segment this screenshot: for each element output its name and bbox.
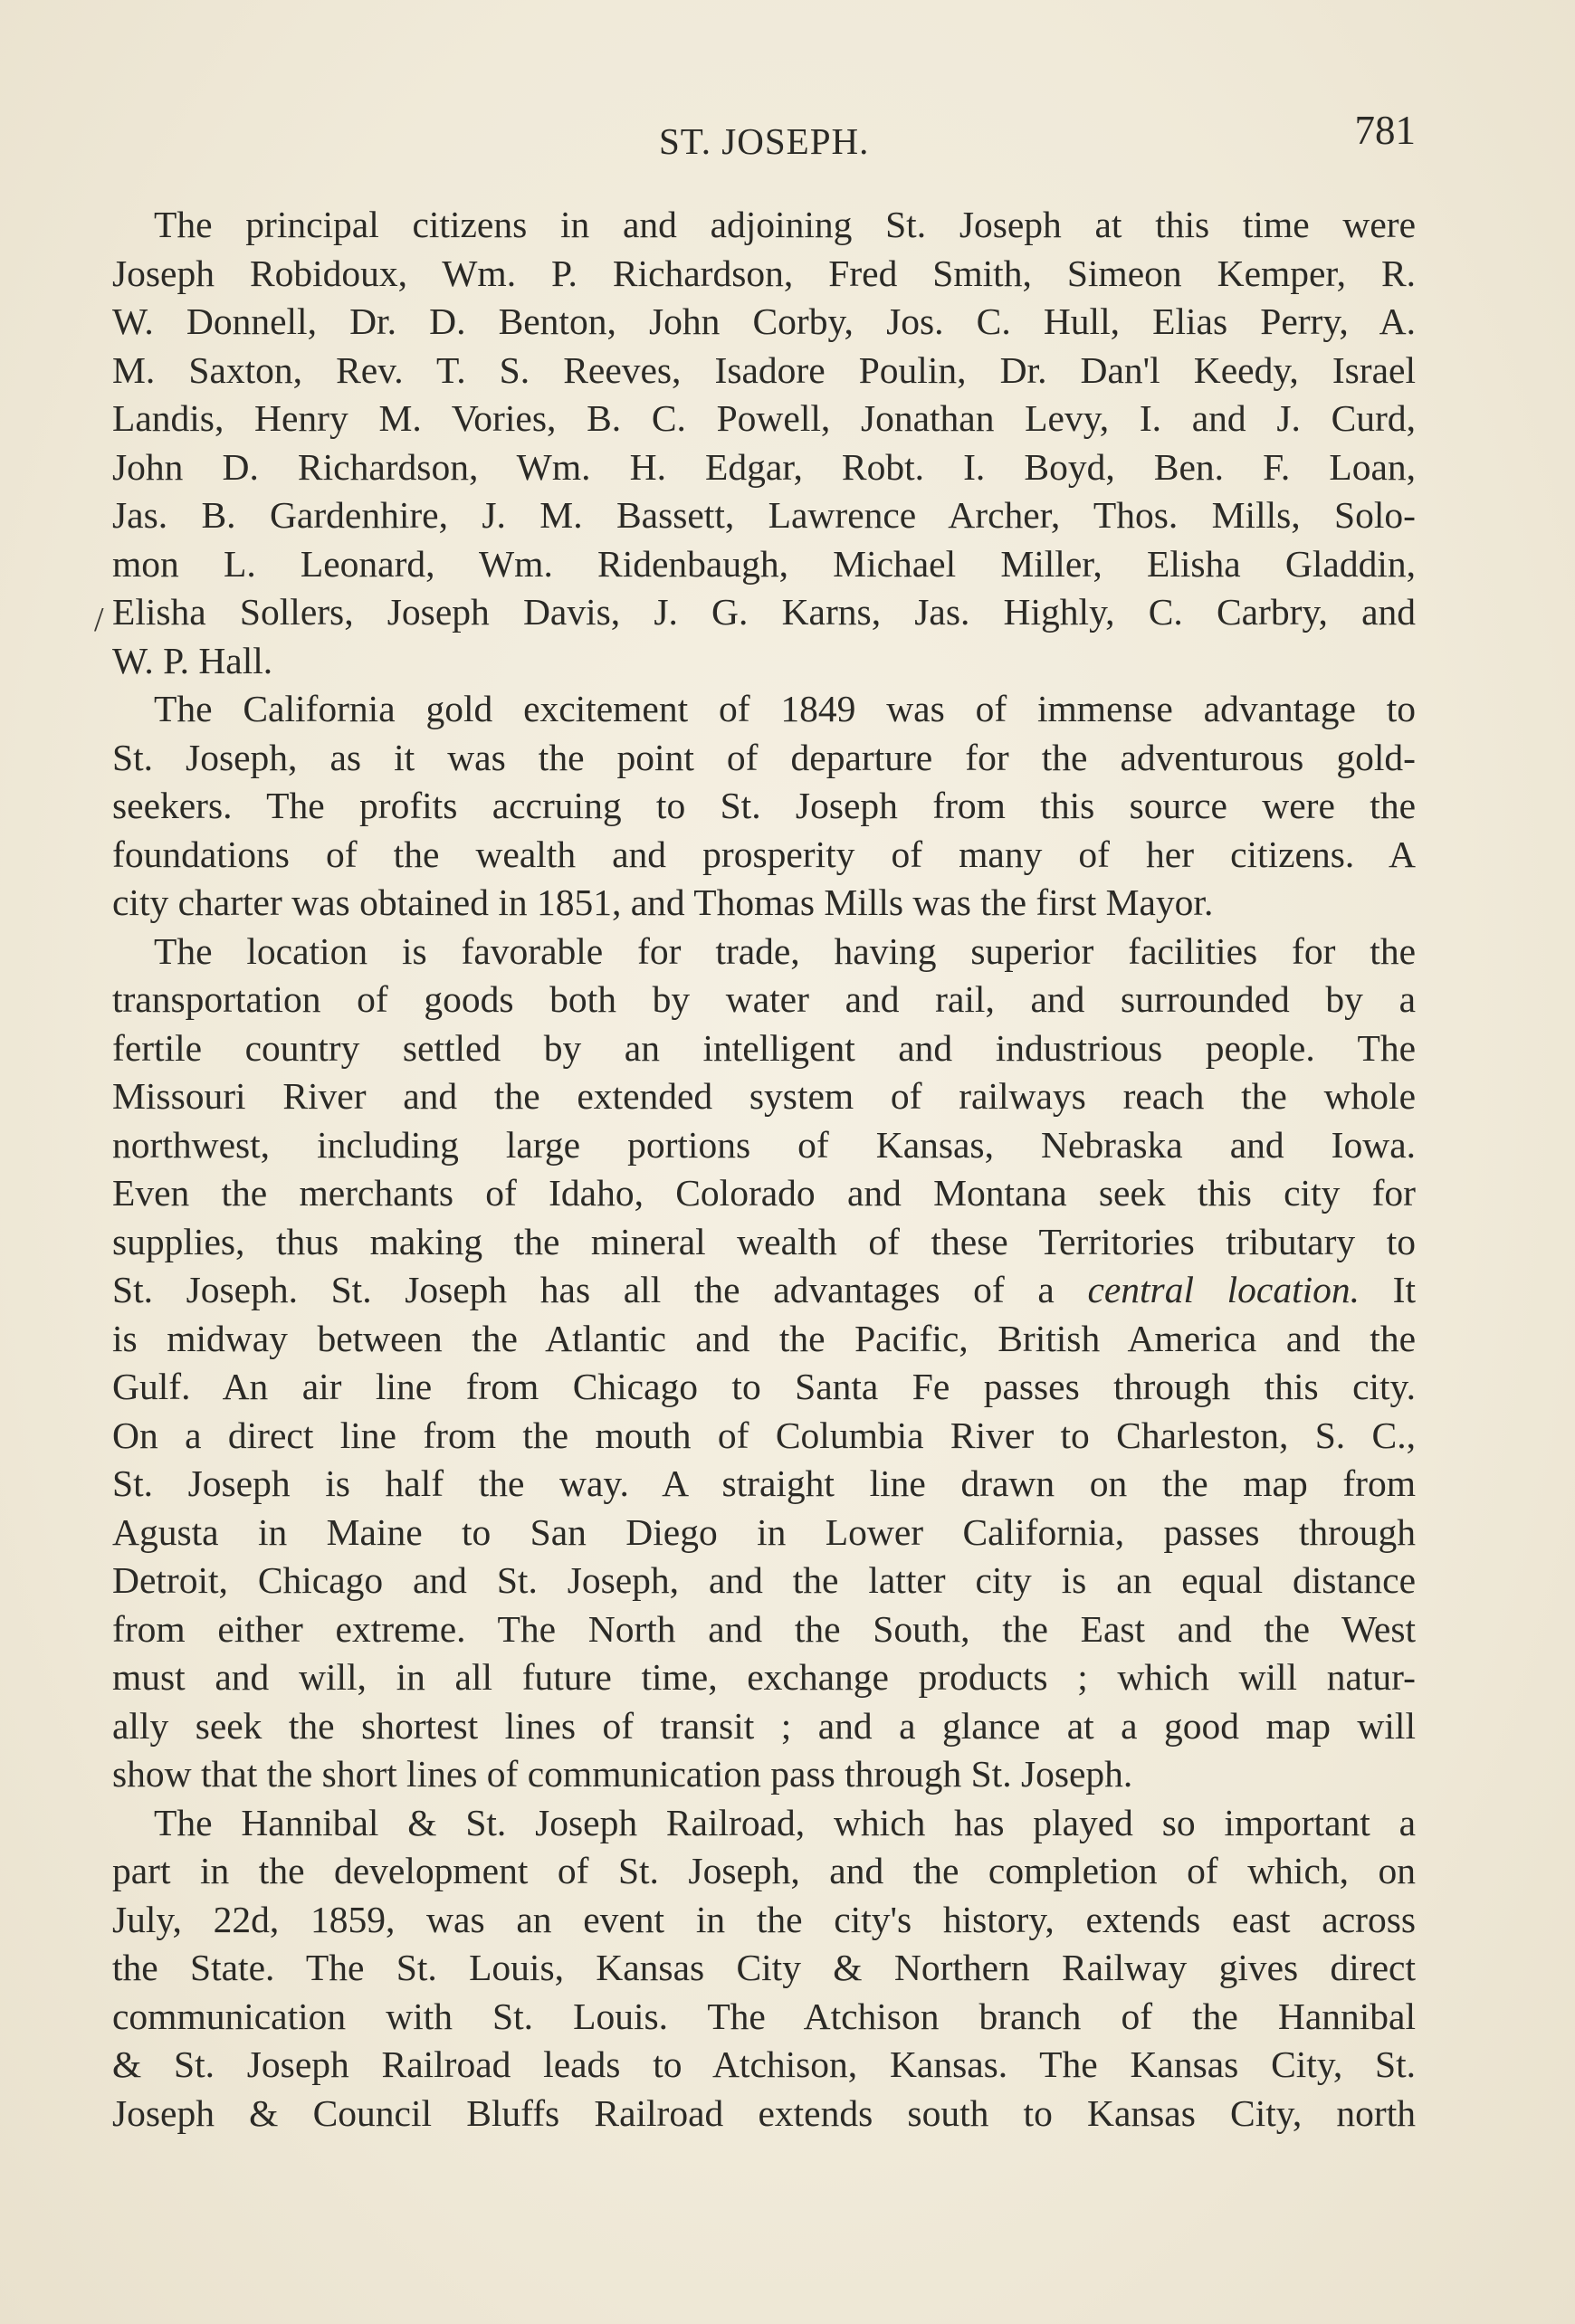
text-line: the State. The St. Louis, Kansas City & Northern Railway gives direct xyxy=(112,1947,1416,1988)
text-line: Detroit, Chicago and St. Joseph, and the latter city is an equal distance xyxy=(112,1559,1416,1601)
italic-phrase: central location. xyxy=(1087,1269,1360,1310)
text-line: foundations of the wealth and prosperity of many of her citizens. A xyxy=(112,833,1416,875)
margin-mark: / xyxy=(94,601,104,639)
text-line: Elisha Sollers, Joseph Davis, J. G. Karns, Jas. Highly, C. Carbry, and xyxy=(112,591,1416,633)
text-line: is midway between the Atlantic and the Pacific, British America and the xyxy=(112,1317,1416,1359)
text-line: seekers. The profits accruing to St. Joseph from this source were the xyxy=(112,785,1416,826)
text-line: city charter was obtained in 1851, and Thomas Mills was the first Mayor. xyxy=(112,881,1214,923)
paragraph xyxy=(112,201,1416,685)
paragraph xyxy=(112,685,1416,928)
text-line: northwest, including large portions of Kansas, Nebraska and Iowa. xyxy=(112,1123,1416,1166)
text-line: Gulf. An air line from Chicago to Santa Fe passes through this city. xyxy=(112,1366,1416,1407)
text-segment: St. Joseph. St. Joseph has all the advantages of a xyxy=(112,1269,1088,1310)
text-line: ally seek the shortest lines of transit ; and a glance at a good map will xyxy=(112,1704,1416,1747)
body-text xyxy=(112,201,1416,2138)
text-line: The California gold excitement of 1849 was of immense advantage to xyxy=(154,688,1416,729)
text-line: from either extreme. The North and the South, the East and the West xyxy=(112,1607,1416,1650)
text-line: M. Saxton, Rev. T. S. Reeves, Isadore Poulin, Dr. Dan'l Keedy, Israel xyxy=(112,348,1416,391)
text-line: transportation of goods both by water and rail, and surrounded by a xyxy=(112,978,1416,1020)
text-line: The Hannibal & St. Joseph Railroad, which has played so important a xyxy=(154,1801,1416,1843)
text-line: mon L. Leonard, Wm. Ridenbaugh, Michael Miller, Elisha Gladdin, xyxy=(112,542,1416,585)
text-line: Joseph & Council Bluffs Railroad extends south to Kansas City, north xyxy=(112,2091,1416,2134)
text-line: Landis, Henry M. Vories, B. C. Powell, Jonathan Levy, I. and J. Curd, xyxy=(112,397,1416,439)
text-line: Joseph Robidoux, Wm. P. Richardson, Fred Smith, Simeon Kemper, R. xyxy=(112,252,1416,294)
text-line: W. Donnell, Dr. D. Benton, John Corby, Jos. C. Hull, Elias Perry, A. xyxy=(112,300,1416,342)
text-line: W. P. Hall. xyxy=(112,639,273,681)
text-line: & St. Joseph Railroad leads to Atchison, Kansas. The Kansas City, St. xyxy=(112,2043,1416,2085)
text-line: fertile country settled by an intelligent and industrious people. The xyxy=(112,1026,1416,1069)
text-line: Jas. B. Gardenhire, J. M. Bassett, Lawrence Archer, Thos. Mills, Solo- xyxy=(112,494,1416,536)
text-line: The principal citizens in and adjoining St. Joseph at this time were xyxy=(154,204,1416,245)
text-line: communication with St. Louis. The Atchison branch of the Hannibal xyxy=(112,1995,1416,2037)
text-line: Even the merchants of Idaho, Colorado and Montana seek this city for xyxy=(112,1172,1416,1214)
text-line: Agusta in Maine to San Diego in Lower California, passes through xyxy=(112,1510,1416,1553)
text-line xyxy=(112,1266,1416,1315)
text-line: July, 22d, 1859, was an event in the city's history, extends east across xyxy=(112,1898,1416,1940)
text-line: part in the development of St. Joseph, and the completion of which, on xyxy=(112,1850,1416,1891)
text-segment: It xyxy=(1360,1269,1416,1310)
page-number: 781 xyxy=(1354,108,1416,153)
text-line: St. Joseph is half the way. A straight line drawn on the map from xyxy=(112,1462,1416,1504)
text-line: On a direct line from the mouth of Columbia River to Charleston, S. C., xyxy=(112,1414,1416,1456)
text-line: supplies, thus making the mineral wealth of these Territories tributary to xyxy=(112,1220,1416,1262)
paragraph xyxy=(112,928,1416,1799)
text-line: The location is favorable for trade, having superior facilities for the xyxy=(154,929,1416,972)
text-line: show that the short lines of communication pass through St. Joseph. xyxy=(112,1753,1133,1795)
text-line: St. Joseph, as it was the point of departure for the adventurous gold- xyxy=(112,736,1416,778)
text-line: John D. Richardson, Wm. H. Edgar, Robt. I. Boyd, Ben. F. Loan, xyxy=(112,445,1416,488)
paragraph xyxy=(112,1799,1416,2138)
text-line: Missouri River and the extended system of railways reach the whole xyxy=(112,1075,1416,1117)
running-head: ST. JOSEPH. xyxy=(659,120,870,162)
text-line: must and will, in all future time, exchange products ; which will natur- xyxy=(112,1656,1416,1698)
page-header xyxy=(112,107,1416,170)
